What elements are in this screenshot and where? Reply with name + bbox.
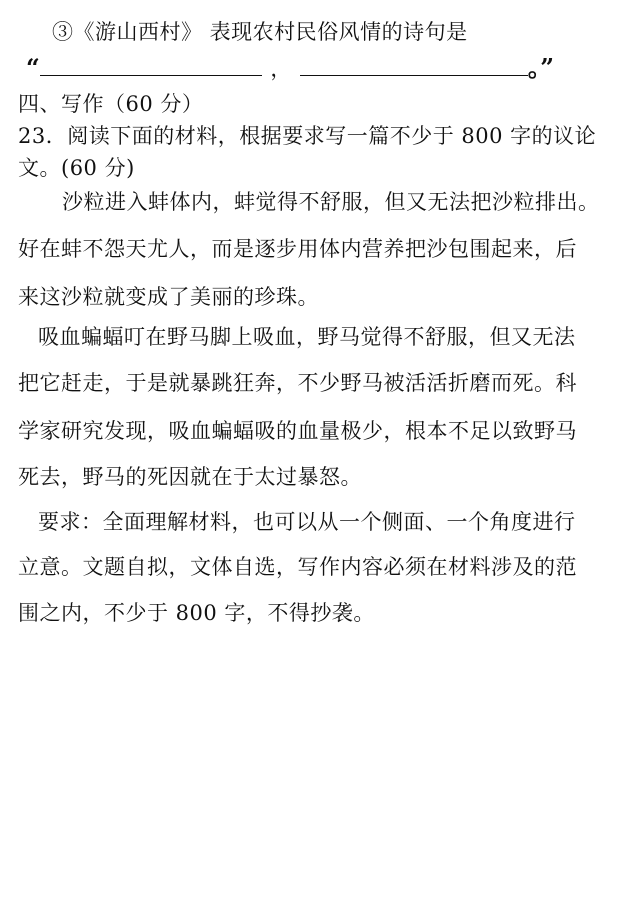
requirements-line-3: 围之内，不少于 800 字，不得抄袭。 (18, 601, 375, 625)
task-prompt-line-1: 23．阅读下面的材料，根据要求写一篇不少于 800 字的议论 (18, 124, 597, 148)
open-quote: “ (26, 53, 41, 82)
section-heading: 四、写作（60 分） (18, 92, 204, 116)
answer-blank-2[interactable] (300, 57, 528, 76)
material-paragraph-2-line-2: 把它赶走，于是就暴跳狂奔，不少野马被活活折磨而死。科 (18, 371, 577, 395)
requirements-line-2: 立意。文题自拟，文体自选，写作内容必须在材料涉及的范 (18, 555, 577, 579)
answer-blanks-row (26, 54, 626, 83)
task-prompt-line-2: 文。(60 分) (18, 156, 135, 180)
material-paragraph-2-line-3: 学家研究发现，吸血蝙蝠吸的血量极少，根本不足以致野马 (18, 419, 577, 443)
requirements-line-1: 要求：全面理解材料，也可以从一个侧面、一个角度进行 (38, 510, 576, 534)
material-paragraph-1-line-2: 好在蚌不怨天尤人，而是逐步用体内营养把沙包围起来，后 (18, 237, 577, 261)
material-paragraph-2-line-1: 吸血蝙蝠叮在野马脚上吸血，野马觉得不舒服，但又无法 (38, 325, 576, 349)
close-period-quote: 。” (527, 53, 555, 82)
material-paragraph-1-line-1: 沙粒进入蚌体内，蚌觉得不舒服，但又无法把沙粒排出。 (62, 190, 600, 214)
question-item-label: ③《游山西村》 表现农村民俗风情的诗句是 (52, 20, 468, 44)
comma-separator: ， (270, 57, 292, 81)
answer-blank-1[interactable] (40, 57, 262, 76)
material-paragraph-1-line-3: 来这沙粒就变成了美丽的珍珠。 (18, 285, 319, 309)
material-paragraph-2-line-4: 死去，野马的死因就在于太过暴怒。 (18, 465, 362, 489)
